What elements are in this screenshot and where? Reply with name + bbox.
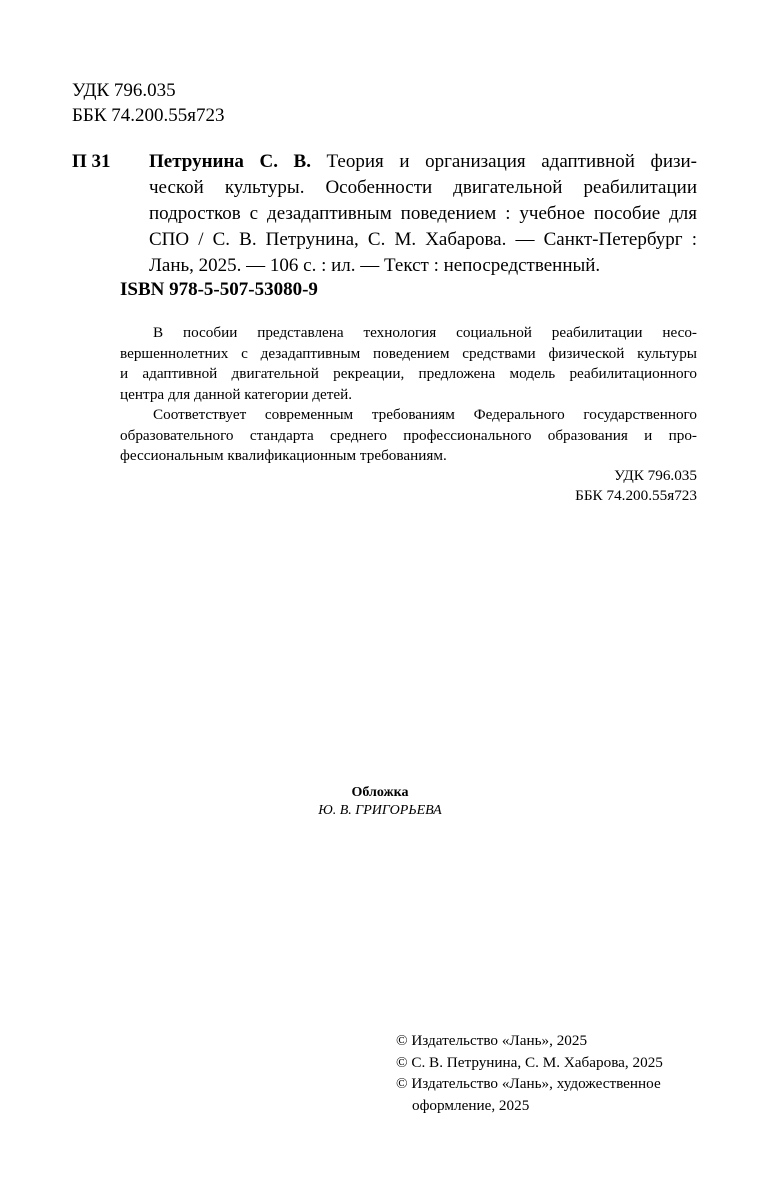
annotation-line: и адаптивной двигательной рекреации, предложена модель реабилитационного [120, 365, 697, 382]
cover-label: Обложка [351, 785, 409, 800]
annotation-line: образовательного стандарта среднего профессионального образования и про- [120, 426, 697, 444]
copyright-line: © С. В. Петрунина, С. М. Хабарова, 2025 [396, 1053, 663, 1071]
annotation-line: вершеннолетних с дезадаптивным поведением средствами физической культуры [120, 344, 697, 362]
annotation-line: фессиональным квалификационным требованиям. [120, 447, 447, 464]
entry-line: подростков с дезадаптивным поведением : учебное пособие для [149, 203, 697, 224]
entry-author: Петрунина С. В. [149, 151, 311, 172]
isbn: ISBN 978-5-507-53080-9 [120, 279, 318, 300]
entry-line: Лань, 2025. — 106 с. : ил. — Текст : непосредственный. [149, 255, 601, 276]
annotation-line: центра для данной категории детей. [120, 385, 353, 403]
udk-code: УДК 796.035 [72, 80, 176, 101]
copyright-line: © Издательство «Лань», художественное [396, 1075, 661, 1092]
annotation-line: В пособии представлена технология социальной реабилитации несо- [153, 324, 697, 341]
entry-line: ческой культуры. Особенности двигательной реабилитации [149, 177, 697, 198]
copyright-line: © Издательство «Лань», 2025 [396, 1032, 588, 1049]
annotation-line: Соответствует современным требованиям Федерального государственного [153, 406, 697, 423]
udk-code-bottom: УДК 796.035 [614, 467, 697, 484]
entry-line [149, 149, 697, 175]
bbk-code-bottom: ББК 74.200.55я723 [575, 487, 697, 504]
copyright-line: оформление, 2025 [412, 1096, 530, 1114]
bbk-code: ББК 74.200.55я723 [72, 105, 225, 126]
entry-title-start: Теория и организация адаптивной физи- [326, 151, 697, 172]
entry-line: СПО / С. В. Петрунина, С. М. Хабарова. — Санкт-Петербург : [149, 229, 697, 250]
annotation [120, 323, 697, 467]
cover-designer: Ю. В. ГРИГОРЬЕВА [318, 803, 442, 818]
copyright-block [396, 1030, 663, 1116]
bibliographic-entry [149, 149, 697, 279]
classification-footer [480, 466, 697, 506]
author-mark: П 31 [72, 151, 111, 172]
classification-header [72, 78, 224, 128]
